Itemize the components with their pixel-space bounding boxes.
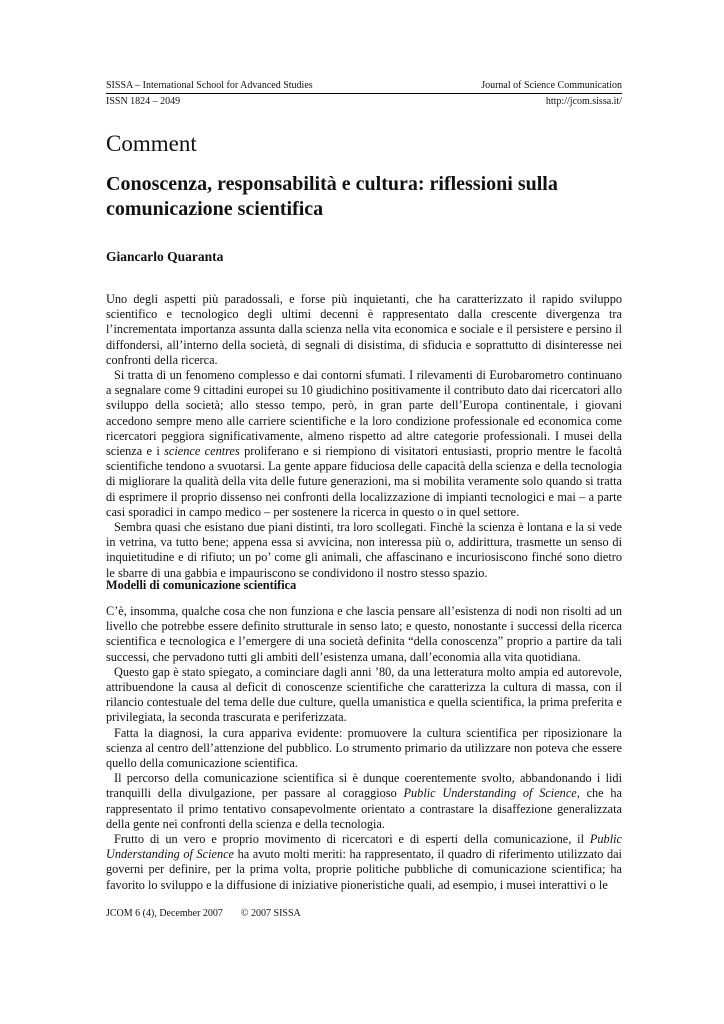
section-paragraph-5: [106, 832, 622, 893]
header-row-bottom: [106, 95, 622, 108]
section-paragraph-3: Fatta la diagnosi, la cura appariva evidente: promuovere la cultura scientifica per riposizionare la scienza al centro dell’attenzione del pubblico. Lo strumento primario da utilizzare non poteva che essere quello della comunicazione scientifica.: [106, 725, 622, 771]
issn: ISSN 1824 – 2049: [106, 96, 181, 107]
article-title: Conoscenza, responsabilità e cultura: riflessioni sulla comunicazione scientifica: [106, 173, 558, 220]
section-paragraph-1: C’è, insomma, qualche cosa che non funziona e che lascia pensare all’esistenza di nodi non risolti ad un livello che potrebbe essere definito strutturale in senso lato; e questo, nonostante i successi della ricerca scientifica e tecnologica e l’emergere di una società definita “della conoscenza” proprio a partire da tali successi, che pervadono tutti gli ambiti dell’esistenza umana, dall’economia alla vita quotidiana.: [106, 604, 622, 664]
section-paragraph-4-text-b: , che ha rappresentato il primo tentativo consapevolmente orientato a contrastare la disaffezione generalizzata della gente nei confronti della scienza e della tecnologia.: [106, 786, 622, 831]
journal-name: Journal of Science Communication: [481, 80, 622, 91]
author-name: Giancarlo Quaranta: [106, 249, 224, 264]
page-footer: [106, 908, 301, 919]
header-rule: [106, 93, 622, 94]
section-body: [106, 604, 622, 893]
intro-paragraph-1: Uno degli aspetti più paradossali, e forse più inquietanti, che ha caratterizzato il rapido sviluppo scientifico e tecnologico degli ultimi decenni è rappresentato dalla crescente divergenza tra l’incrementata importanza assunta dalla scienza nella vita economica e sociale e il persistere e persino il diffondersi, all’interno della società, di segnali di disistima, di sfiducia e soprattutto di disinteresse nei confronti della ricerca.: [106, 292, 622, 367]
article-type-label: Comment: [106, 131, 197, 156]
running-header: [106, 79, 622, 108]
journal-url[interactable]: http://jcom.sissa.it/: [545, 96, 622, 107]
pus-term: Public Understanding of Science: [106, 832, 622, 862]
intro-paragraph-2: [106, 368, 622, 520]
institution-name: SISSA – International School for Advanced Studies: [106, 80, 313, 91]
intro-paragraph-2-text-a: Si tratta di un fenomeno complesso e dai contorni sfumati. I rilevamenti di Eurobarometro continuano a segnalare come 9 cittadini europei su 10 giudichino positivamente il contributo dato dai ricercatori allo sviluppo della società; allo stesso tempo, però, in gran parte dell’Europa continentale, i giovani accedono sempre meno alle carriere scientifiche e la loro condizione professionale ed economica come ricercatori peggiora significativamente, almeno rispetto ad altre categorie professionali. I musei della scienza e i: [106, 368, 622, 459]
header-row-top: [106, 79, 622, 92]
intro-body: [106, 292, 622, 581]
section-heading: Modelli di comunicazione scientifica: [106, 578, 297, 592]
intro-paragraph-2-text-b: proliferano e si riempiono di visitatori entusiasti, proprio mentre le facoltà scientifiche tendono a svuotarsi. La gente appare fiduciosa delle capacità della scienza e della tecnologia di migliorare la qualità della vita delle future generazioni, ma si mobilita veramente solo quando si tratta di esprimere il proprio dissenso nei confronti della localizzazione di impianti tecnologici e mai – a parte casi sporadici in campo medico – per sostenere la ricerca in questo o in quel settore.: [106, 444, 623, 519]
science-centres-term: science centres: [164, 444, 240, 459]
pus-term: Public Understanding of Science: [403, 786, 577, 801]
footer-citation: JCOM 6 (4), December 2007: [106, 908, 223, 919]
section-paragraph-4-text-a: Il percorso della comunicazione scientifica si è dunque coerentemente svolto, abbandonando i lidi tranquilli della divulgazione, per passare al coraggioso: [106, 771, 622, 801]
footer-copyright: © 2007 SISSA: [240, 908, 301, 919]
intro-paragraph-3: Sembra quasi che esistano due piani distinti, tra loro scollegati. Finchè la scienza è lontana e la si vede in vetrina, va tutto bene; appena essa si avvicina, non interessa più o, addirittura, trasmette un senso di inquietitudine e di rifiuto; un po’ come gli animali, che affascinano e incuriosiscono finché sono dietro le sbarre di una gabbia e impauriscono se condividono il nostro stesso spazio.: [106, 520, 622, 580]
section-paragraph-5-text-a: Frutto di un vero e proprio movimento di ricercatori e di esperti della comunicazione, il: [114, 832, 590, 847]
section-paragraph-4: [106, 771, 622, 832]
section-paragraph-5-text-b: ha avuto molti meriti: ha rappresentato, il quadro di riferimento utilizzato dai governi per definire, per la prima volta, proprie politiche pubbliche di comunicazione scientifica; ha favorito lo sviluppo e la diffusione di iniziative pioneristiche quali, ad esempio, i musei interattivi o le: [106, 847, 622, 892]
section-paragraph-2: Questo gap è stato spiegato, a cominciare dagli anni ’80, da una letteratura molto ampia ed autorevole, attribuendone la causa al deficit di conoscenze scientifiche che caratterizza la cultura di massa, con il rilancio contestuale del tema delle due culture, quella umanistica e quella scientifica, la prima preferita e privilegiata, la seconda trascurata e periferizzata.: [106, 664, 622, 725]
